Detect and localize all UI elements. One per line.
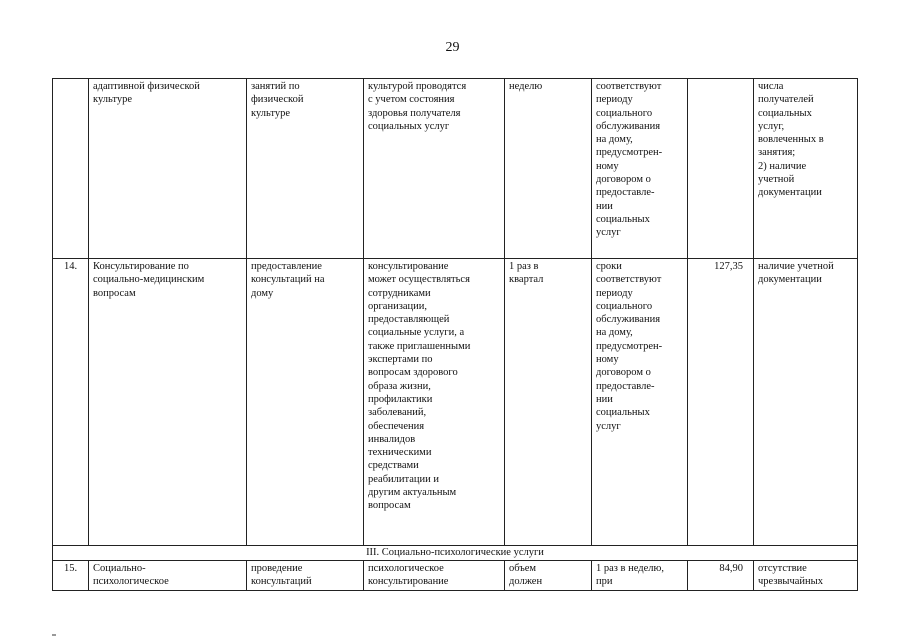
scan-mark (52, 634, 56, 636)
service-description-cell (364, 259, 505, 546)
cell-text-line: вопросам здорового (368, 367, 458, 379)
cell-text-line: предусмотрен- (596, 340, 663, 352)
cell-text-line: предоставление (251, 261, 322, 272)
cell-text-line: другим актуальным (368, 487, 457, 499)
cell-text-line: должен (509, 576, 543, 588)
cell-text-line: 14. (63, 261, 78, 272)
cell-text-line: профилактики (368, 393, 433, 405)
cell-text-line: на дому, (596, 134, 633, 146)
cell-text-line: занятий по (251, 81, 300, 92)
cell-text-line: чрезвычайных (758, 576, 823, 588)
cell-text-line: договором о (596, 174, 651, 186)
service-name-cell (89, 79, 247, 259)
cell-text-line: проведение (251, 563, 303, 574)
cell-text-line: адаптивной физической (93, 81, 200, 92)
row-number-cell (53, 561, 89, 591)
cell-text-line: социально-медицинским (93, 274, 205, 286)
cell-text-line: консультаций на (251, 274, 325, 286)
terms-cell (592, 79, 688, 259)
cell-text-line: услуг (596, 420, 621, 432)
cell-text-line: 1 раз в неделю, (596, 563, 664, 574)
cell-text-line: периоду (596, 287, 633, 299)
cell-text-line: реабилитации и (368, 473, 439, 485)
cell-text-line: 127,35 (714, 261, 743, 272)
cell-text-line: с учетом состояния (368, 94, 455, 106)
cell-text-line: консультирование (368, 261, 449, 272)
cell-text-line: также приглашенными (368, 340, 471, 352)
price-cell (688, 259, 754, 546)
indicators-cell (754, 259, 858, 546)
cell-text-line: социальных (596, 213, 650, 225)
indicators-cell (754, 561, 858, 591)
cell-text-line: консультирование (368, 576, 449, 588)
cell-text-line: неделю (509, 81, 543, 92)
cell-text-line: услуг (596, 227, 621, 239)
cell-text-line: психологическое (368, 563, 444, 574)
frequency-cell (505, 79, 592, 259)
cell-text-line: физической (251, 94, 304, 106)
section-header-row (53, 546, 858, 561)
cell-text-line: документации (758, 187, 822, 199)
frequency-cell (505, 259, 592, 546)
cell-text-line: образа жизни, (368, 380, 431, 392)
cell-text-line: на дому, (596, 327, 633, 339)
cell-text-line: обслуживания (596, 314, 661, 326)
cell-text-line: обеспечения (368, 420, 425, 432)
cell-text-line: предоставляющей (368, 314, 450, 326)
cell-text-line: числа (758, 81, 784, 92)
cell-text-line: учетной (758, 174, 795, 186)
terms-cell (592, 259, 688, 546)
terms-cell (592, 561, 688, 591)
cell-text-line: дому (251, 287, 274, 299)
page-number: 29 (445, 40, 460, 55)
cell-text-line: инвалидов (368, 433, 416, 445)
service-description-cell (364, 79, 505, 259)
cell-text-line: консультаций (251, 576, 312, 588)
cell-text-line: может осуществляться (368, 274, 470, 286)
cell-text-line: соответствуют (596, 81, 662, 92)
cell-text-line: социального (596, 300, 653, 312)
price-cell (688, 561, 754, 591)
cell-text-line: культуре (93, 94, 132, 106)
cell-text-line: вопросам (93, 287, 136, 299)
service-name-cell (89, 561, 247, 591)
cell-text-line: 1 раз в (509, 261, 539, 272)
table-row (53, 561, 858, 591)
cell-text-line: экспертами по (368, 354, 433, 366)
cell-text-line: предоставле- (596, 187, 655, 199)
cell-text-line: предоставле- (596, 380, 655, 392)
cell-text-line: ному (596, 354, 619, 366)
cell-text-line: нии (596, 393, 613, 405)
cell-text-line: социальных услуг (368, 120, 450, 132)
service-content-cell (247, 561, 364, 591)
cell-text-line: ному (596, 160, 619, 172)
frequency-cell (505, 561, 592, 591)
cell-text-line: социальных (758, 107, 812, 119)
cell-text-line: занятия; (758, 147, 796, 159)
cell-text-line: 2) наличие (758, 160, 807, 172)
cell-text-line: получателей (758, 94, 814, 106)
cell-text-line: Социально- (93, 563, 146, 574)
service-name-cell (89, 259, 247, 546)
cell-text-line: сотрудниками (368, 287, 431, 299)
row-number-cell (53, 79, 89, 259)
cell-text-line: социальные услуги, а (368, 327, 465, 339)
services-table (52, 78, 858, 591)
cell-text-line: соответствуют (596, 274, 662, 286)
service-content-cell (247, 259, 364, 546)
cell-text-line: 15. (63, 563, 78, 574)
cell-text-line: документации (758, 274, 822, 286)
table-row (53, 79, 858, 259)
cell-text-line: нии (596, 200, 613, 212)
cell-text-line: культурой проводятся (368, 81, 467, 92)
cell-text-line: обслуживания (596, 120, 661, 132)
cell-text-line: организации, (368, 300, 427, 312)
cell-text-line: социальных (596, 407, 650, 419)
cell-text-line: договором о (596, 367, 651, 379)
cell-text-line: объем (509, 563, 537, 574)
cell-text-line: психологическое (93, 576, 169, 588)
cell-text-line: социального (596, 107, 653, 119)
cell-text-line: 84,90 (719, 563, 743, 574)
cell-text-line: предусмотрен- (596, 147, 663, 159)
cell-text-line: заболеваний, (368, 407, 427, 419)
cell-text-line: вопросам (368, 500, 411, 512)
table-row (53, 259, 858, 546)
row-number-cell (53, 259, 89, 546)
price-cell (688, 79, 754, 259)
service-content-cell (247, 79, 364, 259)
cell-text-line: культуре (251, 107, 290, 119)
cell-text-line: средствами (368, 460, 419, 472)
cell-text-line: отсутствие (758, 563, 807, 574)
cell-text-line: Консультирование по (93, 261, 189, 272)
indicators-cell (754, 79, 858, 259)
cell-text-line: техническими (368, 447, 432, 459)
section-title: III. Социально-психологические услуги (53, 546, 858, 561)
service-description-cell (364, 561, 505, 591)
cell-text-line: сроки (596, 261, 622, 272)
cell-text-line: здоровья получателя (368, 107, 461, 119)
cell-text-line: вовлеченных в (758, 134, 824, 146)
cell-text-line: при (596, 576, 613, 588)
cell-text-line: квартал (509, 274, 544, 286)
cell-text-line: наличие учетной (758, 261, 834, 272)
cell-text-line: услуг, (758, 120, 785, 132)
cell-text-line: периоду (596, 94, 633, 106)
